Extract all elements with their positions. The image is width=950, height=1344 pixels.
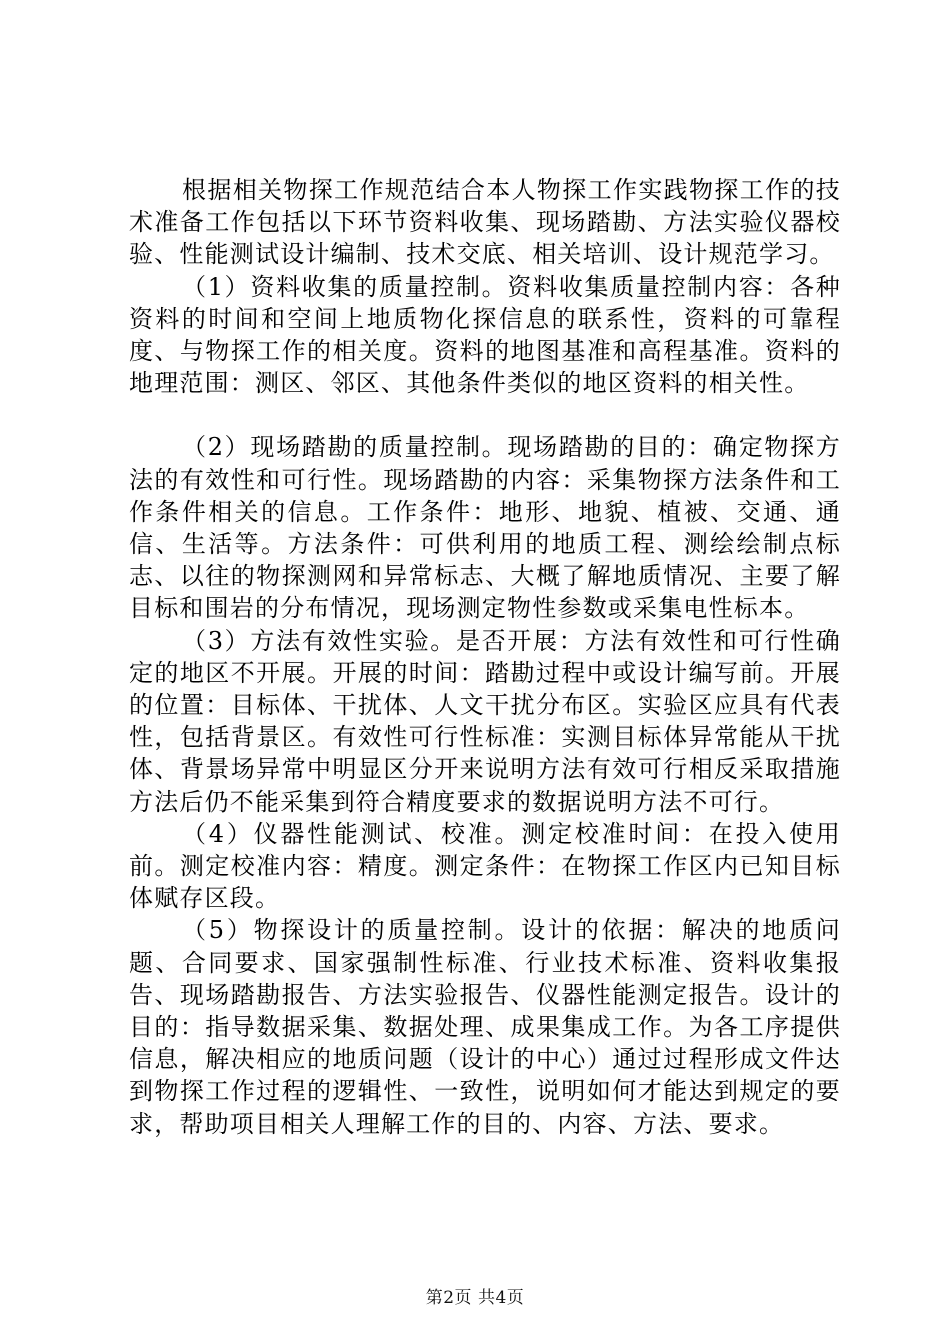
document-body: [129, 174, 841, 1140]
paragraph-field-survey: （2）现场踏勘的质量控制。现场踏勘的目的：确定物探方法的有效性和可行性。现场踏勘的内容：采集物探方法条件和工作条件相关的信息。工作条件：地形、地貌、植被、交通、通信、生活等。方法条件：可供利用的地质工程、测绘绘制点标志、以往的物探测网和异常标志、大概了解地质情况、主要了解目标和围岩的分布情况，现场测定物性参数或采集电性标本。: [129, 433, 841, 623]
paragraph-data-collection: （1）资料收集的质量控制。资料收集质量控制内容：各种资料的时间和空间上地质物化探信息的联系性，资料的可靠程度、与物探工作的相关度。资料的地图基准和高程基准。资料的地理范围：测区、邻区、其他条件类似的地区资料的相关性。: [129, 272, 841, 398]
page-number-footer: 第2页 共4页: [425, 1288, 525, 1308]
paragraph-intro: 根据相关物探工作规范结合本人物探工作实践物探工作的技术准备工作包括以下环节资料收集、现场踏勘、方法实验仪器校验、性能测试设计编制、技术交底、相关培训、设计规范学习。: [129, 176, 841, 269]
paragraph-design-quality: （5）物探设计的质量控制。设计的依据：解决的地质问题、合同要求、国家强制性标准、行业技术标准、资料收集报告、现场踏勘报告、方法实验报告、仪器性能测定报告。设计的目的：指导数据采集、数据处理、成果集成工作。为各工序提供信息，解决相应的地质问题（设计的中心）通过过程形成文件达到物探工作过程的逻辑性、一致性，说明如何才能达到规定的要求，帮助项目相关人理解工作的目的、内容、方法、要求。: [129, 916, 841, 1138]
paragraph-instrument-test: （4）仪器性能测试、校准。测定校准时间：在投入使用前。测定校准内容：精度。测定条件：在物探工作区内已知目标体赋存区段。: [129, 819, 841, 913]
paragraph-method-experiment: （3）方法有效性实验。是否开展：方法有效性和可行性确定的地区不开展。开展的时间：踏勘过程中或设计编写前。开展的位置：目标体、干扰体、人文干扰分布区。实验区应具有代表性，包括背景区。有效性可行性标准：实测目标体异常能从干扰体、背景场异常中明显区分开来说明方法有效可行相反采取措施方法后仍不能采集到符合精度要求的数据说明方法不可行。: [129, 626, 841, 816]
